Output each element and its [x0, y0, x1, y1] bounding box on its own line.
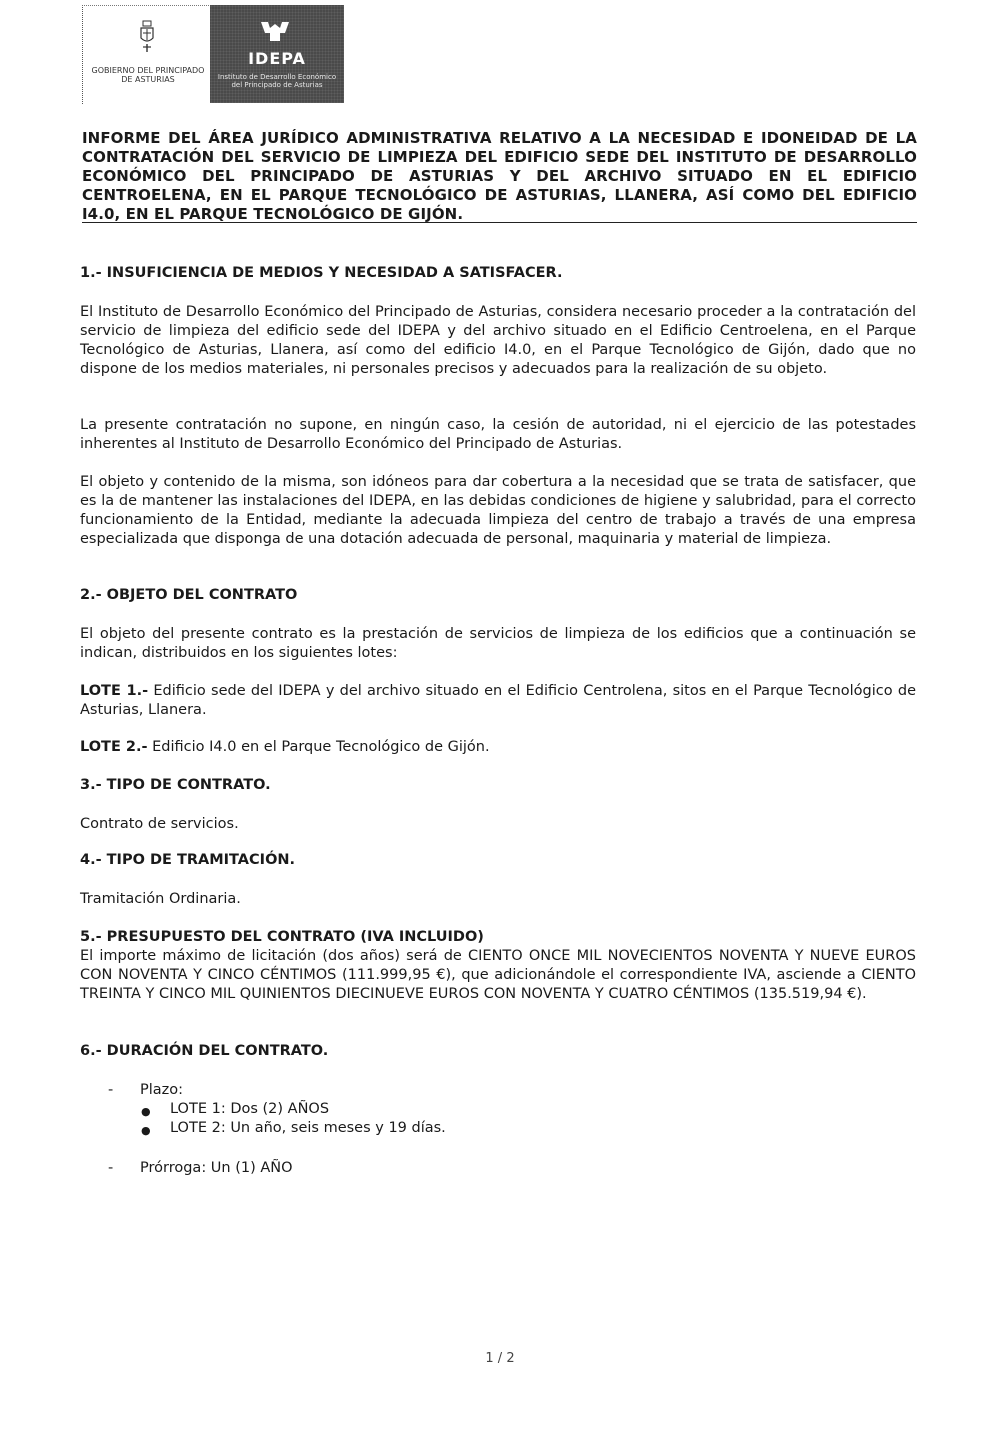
section-2-paragraph-1: El objeto del presente contrato es la prestación de servicios de limpieza de los edificios que a continuación se indican, distribuidos en los siguientes lotes:: [80, 626, 916, 661]
document-title: INFORME DEL ÁREA JURÍDICO ADMINISTRATIVA RELATIVO A LA NECESIDAD E IDONEIDAD DE LA CONTRATACIÓN DEL SERVICIO DE LIMPIEZA DEL EDIFICIO SEDE DEL INSTITUTO DE DESARROLLO ECONÓMICO DEL PRINCIPADO DE ASTURIAS Y DEL ARCHIVO SITUADO EN EL EDIFICIO CENTROELENA, EN EL PARQUE TECNOLÓGICO DE ASTURIAS, LLANERA, ASÍ COMO DEL EDIFICIO I4.0, EN EL PARQUE TECNOLÓGICO DE GIJÓN.: [82, 129, 917, 223]
idepa-logo-name: IDEPA: [248, 49, 306, 68]
lote-2-label: LOTE 2.-: [80, 739, 148, 755]
page-number: 1 / 2: [485, 1351, 515, 1366]
section-2-heading: 2.- OBJETO DEL CONTRATO: [80, 587, 298, 603]
list-dash: -: [108, 1082, 114, 1098]
section-2-lote-2: [80, 738, 916, 757]
idepa-logo-subtitle: Instituto de Desarrollo Económico del Principado de Asturias: [217, 73, 337, 89]
header-logos: [82, 5, 344, 103]
prorroga-text: Prórroga: Un (1) AÑO: [140, 1160, 293, 1176]
plazo-label: Plazo:: [140, 1082, 184, 1098]
section-1-paragraph-1: El Instituto de Desarrollo Económico del Principado de Asturias, considera necesario proceder a la contratación del servicio de limpieza del edificio sede del IDEPA y del archivo situado en el Edificio Centroelena, en el Parque Tecnológico de Asturias, Llanera, así como del edificio I4.0, en el Parque Tecnológico de Gijón, dado que no dispone de los medios materiales, ni personales precisos y adecuados para la realización de su objeto.: [80, 304, 916, 377]
section-1-paragraph-3: El objeto y contenido de la misma, son idóneos para dar cobertura a la necesidad que se trata de satisfacer, que es la de mantener las instalaciones del IDEPA, en las debidas condiciones de higiene y salubridad, para el correcto funcionamiento de la Entidad, mediante la adecuada limpieza del centro de trabajo a través de una empresa especializada que disponga de una dotación adecuada de personal, maquinaria y material de limpieza.: [80, 474, 916, 547]
section-4-paragraph: Tramitación Ordinaria.: [80, 891, 241, 907]
list-dash: -: [108, 1160, 114, 1176]
section-3-paragraph: Contrato de servicios.: [80, 816, 239, 832]
section-2-lote-1: [80, 682, 916, 720]
plazo-lote-1: LOTE 1: Dos (2) AÑOS: [170, 1101, 330, 1117]
section-1-heading: 1.- INSUFICIENCIA DE MEDIOS Y NECESIDAD A SATISFACER.: [80, 265, 563, 281]
government-logo-text: GOBIERNO DEL PRINCIPADO DE ASTURIAS: [91, 66, 205, 84]
government-logo: [82, 5, 211, 104]
plazo-lote-2: LOTE 2: Un año, seis meses y 19 días.: [170, 1120, 446, 1136]
section-5-heading: 5.- PRESUPUESTO DEL CONTRATO (IVA INCLUIDO): [80, 929, 484, 945]
section-4-heading: 4.- TIPO DE TRAMITACIÓN.: [80, 852, 296, 868]
title-underline: [82, 222, 917, 223]
section-5-paragraph: El importe máximo de licitación (dos años) será de CIENTO ONCE MIL NOVECIENTOS NOVENTA Y NUEVE EUROS CON NOVENTA Y CINCO CÉNTIMOS (111.999,95 €), que adicionándole el correspondiente IVA, asciende a CIENTO TREINTA Y CINCO MIL QUINIENTOS DIECINUEVE EUROS CON NOVENTA Y CUATRO CÉNTIMOS (135.519,94 €).: [80, 948, 916, 1002]
idepa-logo: [210, 5, 344, 103]
bullet-icon: ●: [141, 1105, 151, 1118]
lote-2-text: Edificio I4.0 en el Parque Tecnológico de Gijón.: [147, 739, 490, 755]
coat-of-arms-icon: [137, 20, 157, 54]
lote-1-text: Edificio sede del IDEPA y del archivo situado en el Edificio Centrolena, sitos en el Parque Tecnológico de Asturias, Llanera.: [80, 683, 916, 718]
section-1-paragraph-2: La presente contratación no supone, en ningún caso, la cesión de autoridad, ni el ejercicio de las potestades inherentes al Instituto de Desarrollo Económico del Principado de Asturias.: [80, 417, 916, 452]
idepa-emblem-icon: [258, 19, 292, 45]
duration-list: [108, 1081, 808, 1191]
section-6-heading: 6.- DURACIÓN DEL CONTRATO.: [80, 1043, 329, 1059]
bullet-icon: ●: [141, 1124, 151, 1137]
lote-1-label: LOTE 1.-: [80, 683, 149, 699]
section-3-heading: 3.- TIPO DE CONTRATO.: [80, 777, 271, 793]
